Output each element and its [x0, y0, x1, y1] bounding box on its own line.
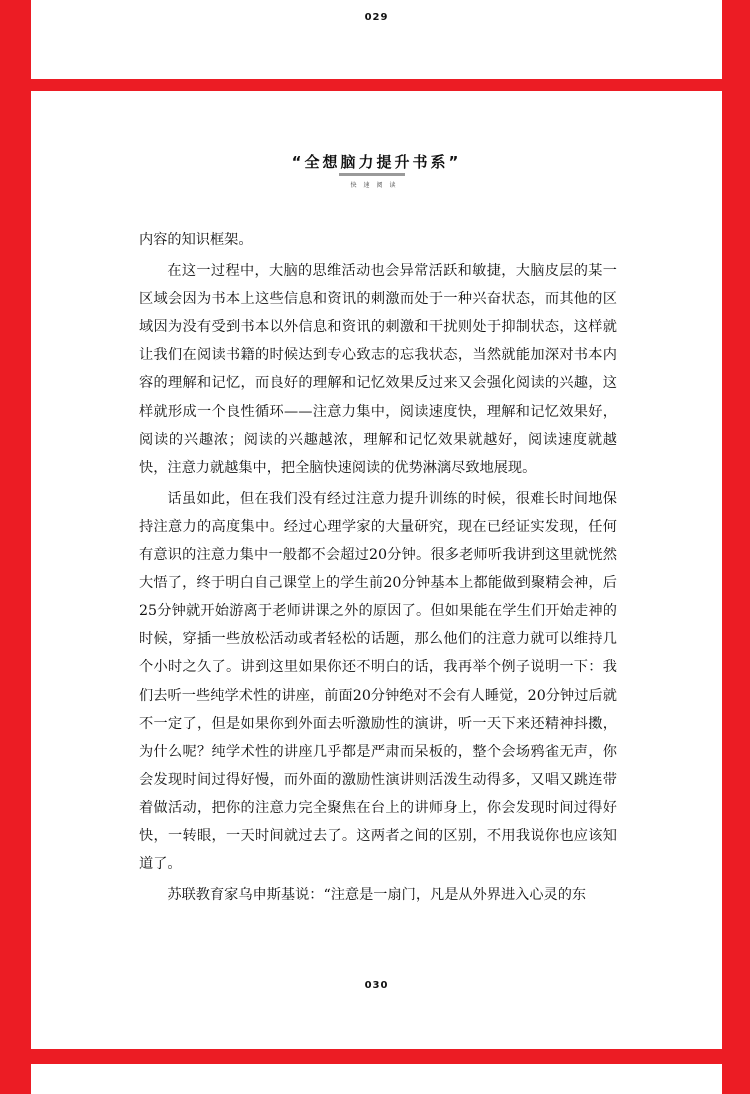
next-page-strip [31, 1064, 722, 1094]
paragraph: 在这一过程中，大脑的思维活动也会异常活跃和敏捷，大脑皮层的某一区域会因为书本上这些信息和资讯的刺激而处于一种兴奋状态，而其他的区域因为没有受到书本以外信息和资讯的刺激和干扰则处于抑制状态，这样就让我们在阅读书籍的时候达到专心致志的忘我状态，当然就能加深对书本内容的理解和记忆，而良好的理解和记忆效果反过来又会强化阅读的兴趣，这样就形成一个良性循环——注意力集中，阅读速度快，理解和记忆效果好，阅读的兴趣浓；阅读的兴趣越浓，理解和记忆效果就越好，阅读速度就越快，注意力就越集中，把全脑快速阅读的优势淋漓尽致地展现。 [139, 263, 617, 476]
paragraph: 苏联教育家乌申斯基说：“注意是一扇门，凡是从外界进入心灵的东 [167, 887, 587, 904]
series-subtitle: 快速阅读 [350, 182, 403, 189]
paragraph: 内容的知识框架。 [139, 232, 253, 248]
series-title: “全想脑力提升书系” [291, 153, 462, 171]
body-text [139, 226, 617, 912]
book-page [31, 91, 722, 1049]
paragraph: 话虽如此，但在我们没有经过注意力提升训练的时候，很难长时间地保持注意力的高度集中。经过心理学家的大量研究，现在已经证实发现，任何有意识的注意力集中一般都不会超过20分钟。很多老师听我讲到这里就恍然大悟了，终于明白自己课堂上的学生前20分钟基本上都能做到聚精会神，后25分钟就开始游离于老师讲课之外的原因了。但如果能在学生们开始走神的时候，穿插一些放松活动或者轻松的话题，那么他们的注意力就可以维持几个小时之久了。讲到这里如果你还不明白的话，我再举个例子说明一下：我们去听一些纯学术性的讲座，前面20分钟绝对不会有人睡觉，20分钟过后就不一定了，但是如果你到外面去听激励性的演讲，听一天下来还精神抖擞，为什么呢？纯学术性的讲座几乎都是严肃而呆板的，整个会场鸦雀无声，你会发现时间过得好慢，而外面的激励性演讲则活泼生动得多，又唱又跳连带着做活动，把你的注意力完全聚焦在台上的讲师身上，你会发现时间过得好快，一转眼，一天时间就过去了。这两者之间的区别，不用我说你也应该知道了。 [139, 490, 617, 873]
previous-page-strip [31, 0, 722, 79]
title-divider [339, 173, 405, 176]
page-number-bottom: 030 [364, 980, 389, 991]
page-number-top: 029 [364, 12, 389, 23]
